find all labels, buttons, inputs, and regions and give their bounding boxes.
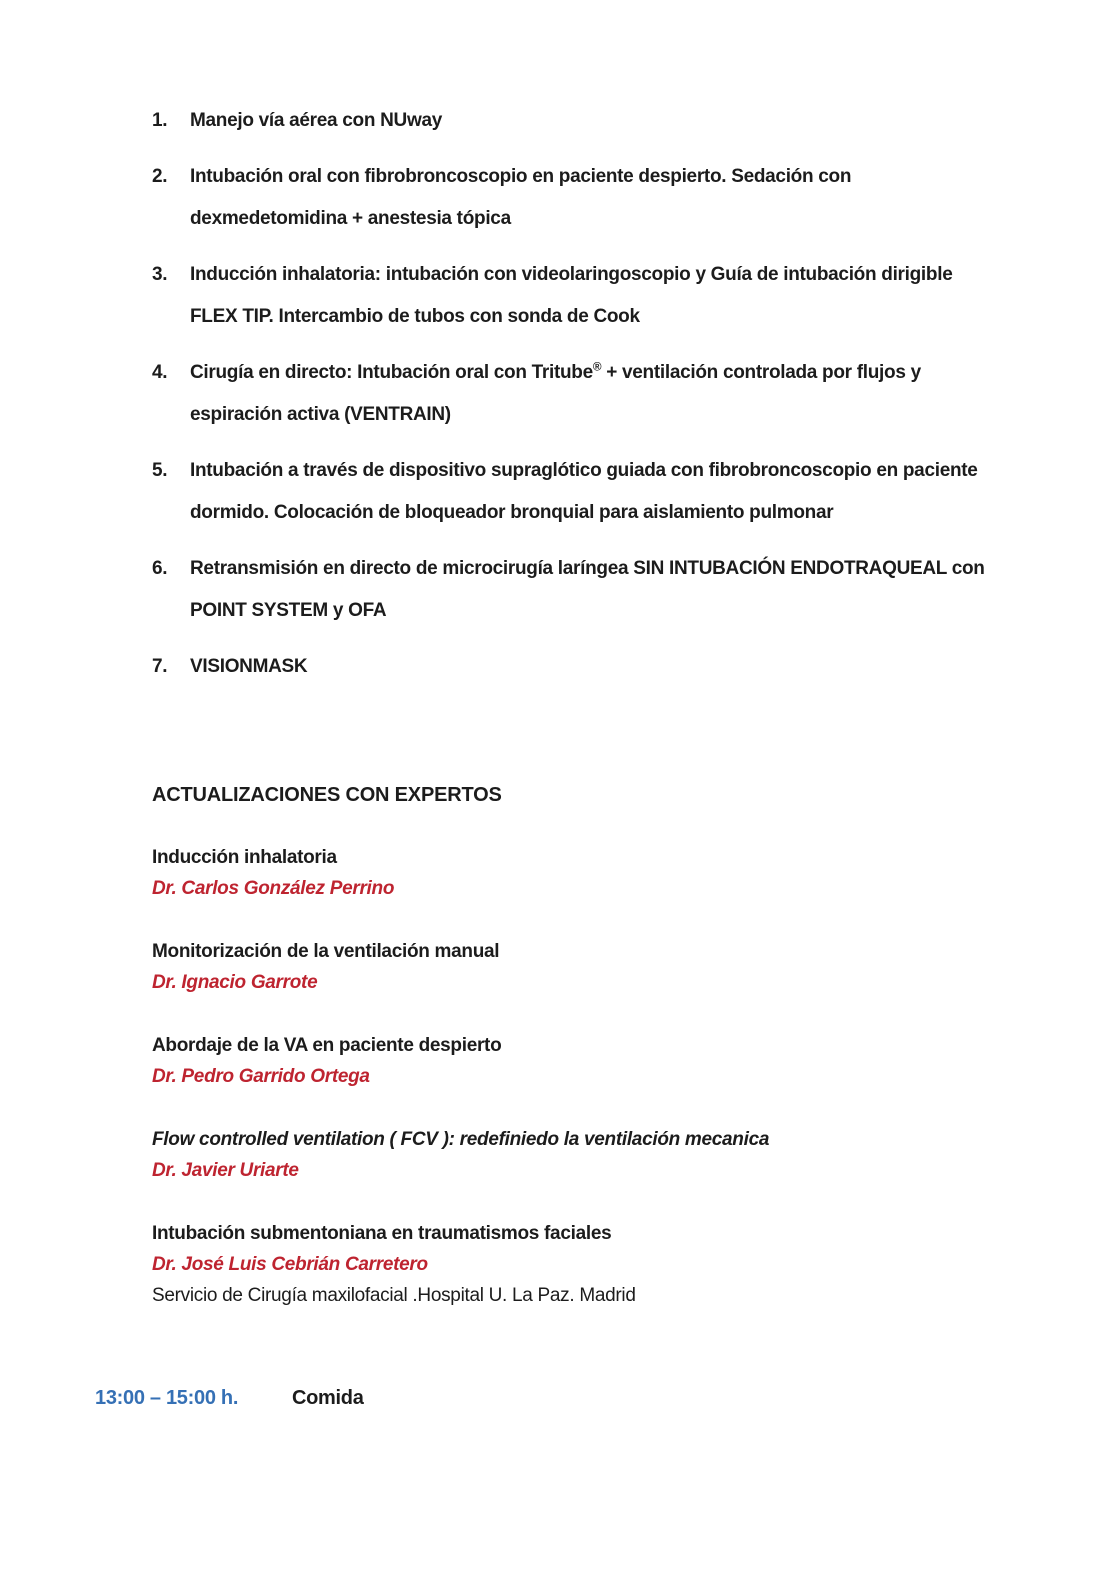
item-line: FLEX TIP. Intercambio de tubos con sonda de Cook xyxy=(190,306,640,327)
item-line xyxy=(190,352,921,394)
session-speaker: Dr. Ignacio Garrote xyxy=(152,972,318,993)
session-topic: Monitorización de la ventilación manual xyxy=(152,941,500,962)
item-line: Retransmisión en directo de microcirugía laríngea SIN INTUBACIÓN ENDOTRAQUEAL con xyxy=(190,558,985,579)
list-item-7 xyxy=(152,646,1070,688)
item-line: Manejo vía aérea con NUway xyxy=(190,110,442,131)
item-number: 6. xyxy=(152,558,168,579)
session-topic: Inducción inhalatoria xyxy=(152,847,337,868)
item-line: dormido. Colocación de bloqueador bronquial para aislamiento pulmonar xyxy=(190,502,834,523)
session-speaker: Dr. Carlos González Perrino xyxy=(152,878,395,899)
item-number: 3. xyxy=(152,264,168,285)
session-topic: Flow controlled ventilation ( FCV ): redefiniedo la ventilación mecanica xyxy=(152,1129,770,1150)
item-line: VISIONMASK xyxy=(190,656,308,677)
item-number: 4. xyxy=(152,362,168,383)
expert-entry-4 xyxy=(152,1124,1070,1186)
item-line: espiración activa (VENTRAIN) xyxy=(190,404,451,425)
item-line-text: + ventilación controlada por flujos y xyxy=(601,362,921,383)
session-speaker: Dr. Pedro Garrido Ortega xyxy=(152,1066,370,1087)
session-speaker: Dr. Javier Uriarte xyxy=(152,1160,299,1181)
list-item-6 xyxy=(152,548,1070,632)
lunch-row xyxy=(95,1383,364,1413)
expert-entry-1 xyxy=(152,842,1070,904)
list-item-2 xyxy=(152,156,1070,240)
program-list xyxy=(152,100,1070,688)
item-number: 5. xyxy=(152,460,168,481)
session-topic: Abordaje de la VA en paciente despierto xyxy=(152,1035,502,1056)
list-item-3 xyxy=(152,254,1070,338)
item-line-text: Cirugía en directo: Intubación oral con Tritube xyxy=(190,362,593,383)
lunch-label: Comida xyxy=(292,1387,364,1409)
expert-entry-5 xyxy=(152,1218,1070,1311)
session-speaker: Dr. José Luis Cebrián Carretero xyxy=(152,1254,428,1275)
speaker-affiliation: Servicio de Cirugía maxilofacial .Hospital U. La Paz. Madrid xyxy=(152,1285,636,1306)
expert-entry-2 xyxy=(152,936,1070,998)
item-line: Intubación a través de dispositivo supraglótico guiada con fibrobroncoscopio en paciente xyxy=(190,460,978,481)
section-heading: ACTUALIZACIONES CON EXPERTOS xyxy=(152,784,502,806)
list-item-5 xyxy=(152,450,1070,534)
expert-entry-3 xyxy=(152,1030,1070,1092)
item-line: POINT SYSTEM y OFA xyxy=(190,600,387,621)
item-line: Inducción inhalatoria: intubación con videolaringoscopio y Guía de intubación dirigible xyxy=(190,264,953,285)
item-line: Intubación oral con fibrobroncoscopio en paciente despierto. Sedación con xyxy=(190,166,852,187)
page-content xyxy=(152,100,1070,1311)
list-item-1 xyxy=(152,100,1070,142)
item-line: dexmedetomidina + anestesia tópica xyxy=(190,208,511,229)
item-number: 7. xyxy=(152,656,168,677)
item-number: 1. xyxy=(152,110,168,131)
lunch-time: 13:00 – 15:00 h. xyxy=(95,1387,239,1409)
registered-trademark-symbol: ® xyxy=(592,360,602,374)
session-topic: Intubación submentoniana en traumatismos faciales xyxy=(152,1223,612,1244)
list-item-4 xyxy=(152,352,1070,436)
item-number: 2. xyxy=(152,166,168,187)
